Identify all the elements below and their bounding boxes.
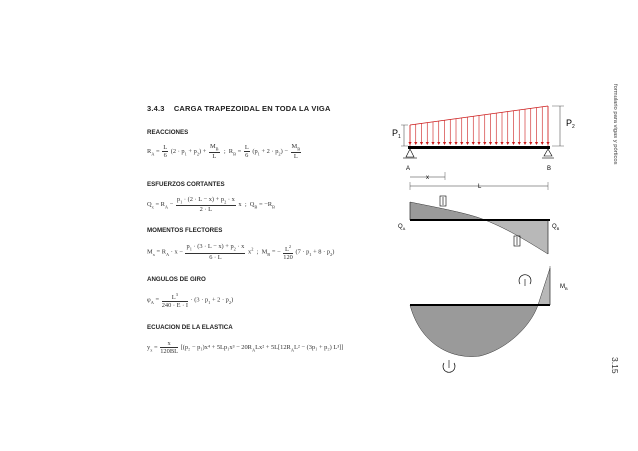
ra-body: (2 · p [170,148,185,156]
load-arrow-head [495,142,498,145]
moment-sign-marker-top [519,275,531,286]
giro-heading: ANGULOS DE GIRO [147,276,206,283]
rb-sub: B [233,151,236,157]
ra-sub: A [151,151,155,157]
shear-b-label: $Q_B$ [552,224,560,231]
fraction-den: 6 [163,152,167,160]
reacciones-heading: REACCIONES [147,129,189,136]
fraction-num: $M_B$ [209,143,219,152]
flectores-heading: MOMENTOS FLECTORES [147,227,223,234]
page-number: 3.15 [610,357,620,374]
dim-l-label: L [478,184,482,190]
separator: ; [223,148,226,156]
support-b [542,149,554,158]
elastica-equation: $y_x$ = $\frac{x}{120BL}$ [$(p_2 - p_1)x^4 + 5Lp_1x^3 - 20R_ALx^2 + 5L[12R_AL^2 - (3p_1 + p_2)$ L³]] [147,340,344,355]
load-right-label: $P_2$ [566,118,575,130]
load-arrow-head [431,142,434,145]
load-arrow-head [535,142,538,145]
fraction-mb-over-l [209,143,220,160]
load-arrow-head [408,142,411,145]
load-arrow-head [472,142,475,145]
load-arrow-head [443,142,446,145]
fraction-mb-over-l-b: $\frac{M_B}{L}$ [291,143,301,161]
load-arrow-head [420,142,423,145]
side-header: formulario para vigas y pórticos [612,84,618,165]
load-arrow-head [454,142,457,145]
section-title: 3.4.3 CARGA TRAPEZOIDAL EN TODA LA VIGA [147,104,331,113]
load-arrow-head [426,142,429,145]
load-arrow-head [512,142,515,145]
support-b-label: B [547,166,552,172]
flectores-equation: $M_x = R_A \cdot x$ − $\frac{p_1 \cdot (3 \cdot L - x) + p_2 \cdot x}{6 \cdot L}$ $x^2$ ; $M_B$ = − $\frac{L^2}{120}$ $(7 \cdot p_1 + 8 \cdot p_2)$ [147,243,335,262]
load-arrow-head [529,142,532,145]
support-a-label: A [406,166,411,172]
load-arrow-head [437,142,440,145]
load-arrow-head [466,142,469,145]
eq-sign: = [156,148,160,156]
fraction-shear: $\frac{p_1 \cdot (2 \cdot L - x) + p_2 \cdot x}{2 \cdot L}$ [176,196,235,214]
cortantes-heading: ESFUERZOS CORTANTES [147,181,225,188]
shear-sign-marker-top [440,196,446,206]
shear-a-label: $Q_A$ [398,224,406,231]
load-left-label: $P_1$ [392,128,401,140]
fraction-num: L [163,144,168,152]
support-a [403,149,417,158]
load-arrow-head [506,142,509,145]
load-diagram [401,106,564,146]
fraction-den: L [212,153,217,161]
load-arrow-head [523,142,526,145]
load-arrow-head [477,142,480,145]
load-arrow-head [518,142,521,145]
ra-symbol: R [147,148,152,156]
elastica-heading: ECUACION DE LA ELASTICA [147,324,233,331]
rb-body: (p [252,148,258,156]
fraction-l-over-6 [162,144,168,159]
load-arrow-head [460,142,463,145]
ra-body3: ) + [199,148,207,156]
ra-body2: + p [186,148,197,156]
moment-diagram [410,266,550,357]
load-arrow-head [449,142,452,145]
moment-sign-marker-bottom [443,360,455,372]
cortantes-equation: $Q_x = R_A$ − $\frac{p_1 \cdot (2 \cdot L - x) + p_2 \cdot x}{2 \cdot L}$ x ; $Q_B = -R_B$ [147,196,275,214]
load-arrows [408,106,549,145]
load-arrow-head [546,142,549,145]
fraction-giro: $\frac{L^3}{240 \cdot E \cdot I}$ [161,292,188,310]
load-arrow-head [414,142,417,145]
shear-diagram [410,202,550,254]
reacciones-equation: $R_A$ = $\frac{L}{6}$ $(2 \cdot p_1 + p_2)$ + $\frac{M_B}{L}$ ; $R_B$ = $\frac{L}{6}$ $(p_1 + 2 \cdot p_2)$ − $\frac{M_B}{L}$ [147,143,301,161]
dim-x-label: x [426,175,429,181]
shear-sign-marker-bottom [514,236,520,246]
rb-symbol: R [228,148,234,156]
moment-b-label: $M_B$ [560,284,568,291]
fraction-l-over-6-b: $\frac{L}{6}$ [244,144,249,160]
beam-figure [390,98,590,388]
load-arrow-head [489,142,492,145]
load-arrow-head [541,142,544,145]
load-arrow-head [500,142,503,145]
fraction-elastica: $\frac{x}{120BL}$ [160,340,178,355]
beam [408,146,550,149]
fraction-l2-120: $\frac{L^2}{120}$ [283,244,293,262]
fraction-moment: $\frac{p_1 \cdot (3 \cdot L - x) + p_2 \cdot x}{6 \cdot L}$ [186,243,245,261]
load-arrow-head [483,142,486,145]
giro-equation: $\varphi_A$ = $\frac{L^3}{240 \cdot E \cdot I}$ · $(3 \cdot p_1 + 2 \cdot p_2)$ [147,292,234,310]
